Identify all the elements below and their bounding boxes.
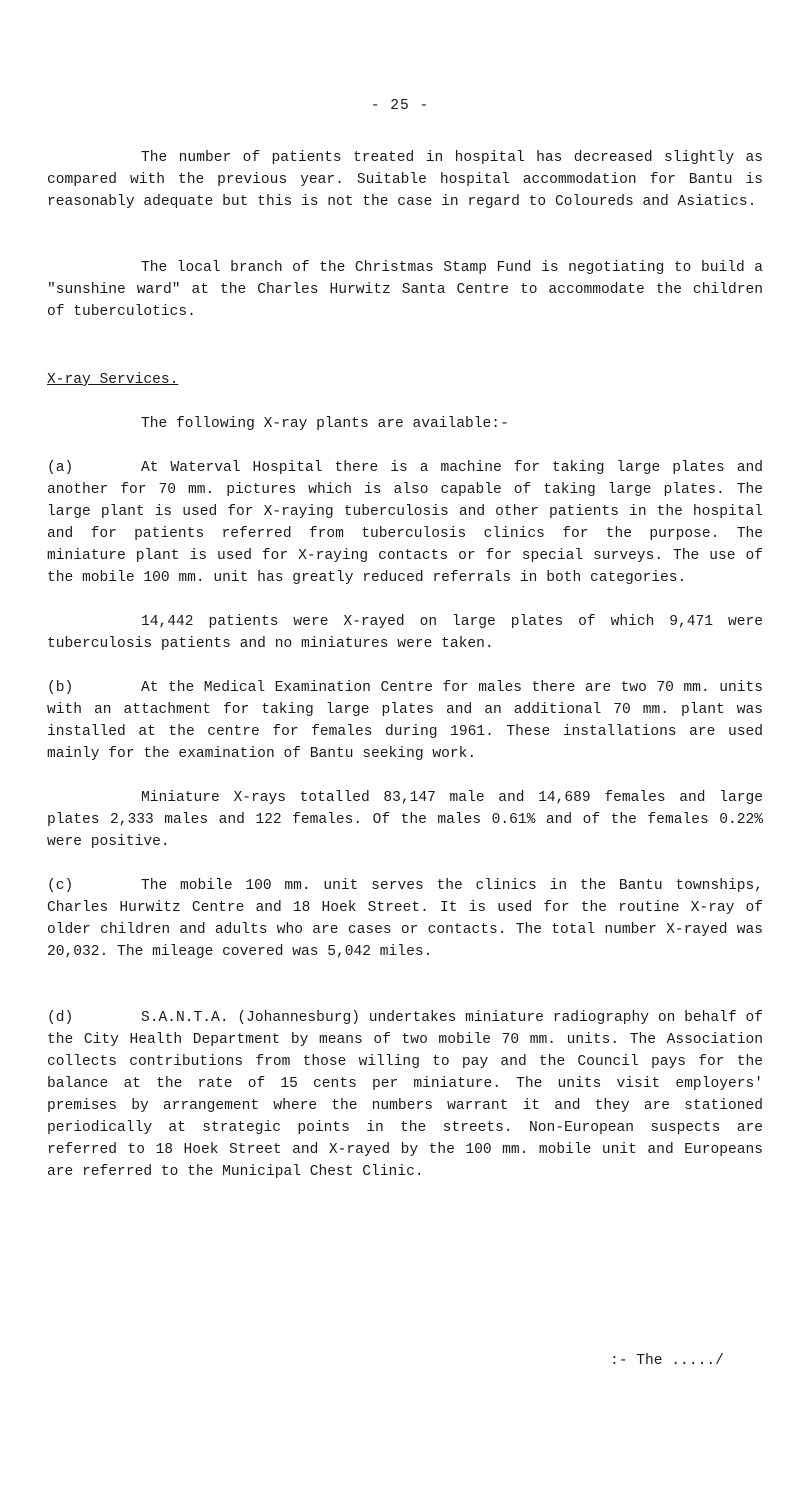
item-label-b: (b) [47,680,74,696]
item-text-a: At Waterval Hospital there is a machine for taking large plates and another for 70 mm. pictures which is also capable of taking large plates. The large plant is used for X-raying tuberculosis and other patients in the hospital and for patients referred from tuberculosis clinics for the purpose. The miniature plant is used for X-raying contacts or for special surveys. The use of the mobile 100 mm. unit has greatly reduced referrals in both categories. [47,460,763,586]
continuation-note: :- The ...../ [610,1353,724,1369]
list-item-xray-d [47,1007,763,1183]
paragraph-waterval-totals: 14,442 patients were X-rayed on large plates of which 9,471 were tuberculosis patients and no miniatures were taken. [47,614,763,652]
paragraph-xray-intro: The following X-ray plants are available:- [141,416,509,432]
item-text-c: The mobile 100 mm. unit serves the clinics in the Bantu townships, Charles Hurwitz Centre and 18 Hoek Street. It is used for the routine X-ray of older children and adults who are cases or contacts. The total number X-rayed was 20,032. The mileage covered was 5,042 miles. [47,878,763,960]
paragraph-hospital-patients: The number of patients treated in hospital has decreased slightly as compared with the previous year. Suitable hospital accommodation for Bantu is reasonably adequate but this is not the case in regard to Coloureds and Asiatics. [47,150,763,210]
list-item-xray-c [47,875,763,963]
page-number: - 25 - [370,98,430,114]
paragraph-medical-centre-totals: Miniature X-rays totalled 83,147 male and 14,689 females and large plates 2,333 males and 122 females. Of the males 0.61% and of the females 0.22% were positive. [47,790,763,850]
list-item-xray-a [47,457,763,589]
item-label-d: (d) [47,1010,74,1026]
item-text-d: S.A.N.T.A. (Johannesburg) undertakes miniature radiography on behalf of the City Health Department by means of two mobile 70 mm. units. The Association collects contributions from those willing to pay and the Council pays for the balance at the rate of 15 cents per miniature. The units visit employers' premises by arrangement where the numbers warrant it and they are stationed periodically at strategic points in the streets. Non-European suspects are referred to 18 Hoek Street and X-rayed by the 100 mm. mobile unit and Europeans are referred to the Municipal Chest Clinic. [47,1010,763,1180]
item-label-a: (a) [47,460,74,476]
paragraph-christmas-stamp-fund: The local branch of the Christmas Stamp Fund is negotiating to build a "sunshine ward" at the Charles Hurwitz Santa Centre to accommodate the children of tuberculotics. [47,260,763,320]
item-label-c: (c) [47,878,74,894]
list-item-xray-b [47,677,763,765]
item-text-b: At the Medical Examination Centre for males there are two 70 mm. units with an attachment for taking large plates and an additional 70 mm. plant was installed at the centre for females during 1961. These installations are used mainly for the examination of Bantu seeking work. [47,680,763,762]
section-heading-xray-services: X-ray Services. [47,372,179,388]
